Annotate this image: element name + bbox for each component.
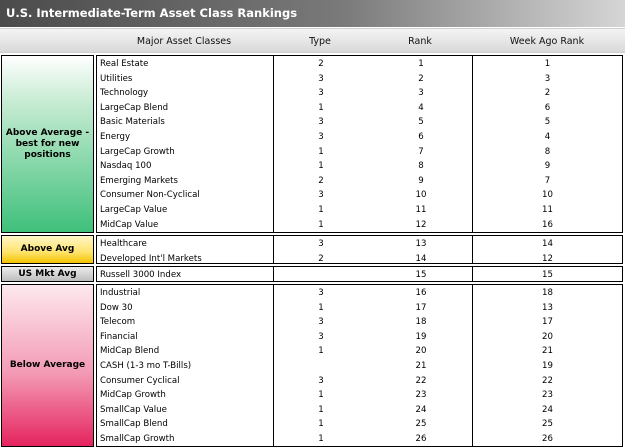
rank-value: 19 bbox=[415, 331, 427, 342]
table-row bbox=[97, 101, 622, 116]
week-ago-rank: 14 bbox=[542, 239, 553, 249]
week-ago-rank: 3 bbox=[544, 73, 551, 84]
asset-type: 1 bbox=[318, 219, 324, 230]
week-ago-rank: 12 bbox=[542, 253, 553, 264]
week-ago-rank: 9 bbox=[544, 161, 551, 172]
asset-type: 2 bbox=[318, 253, 324, 264]
week-ago-rank: 17 bbox=[542, 317, 553, 328]
asset-type: 3 bbox=[318, 288, 324, 298]
rank-value: 7 bbox=[418, 146, 424, 157]
week-ago-rank: 21 bbox=[542, 346, 553, 357]
week-ago-rank: 20 bbox=[542, 331, 553, 342]
asset-class-name: MidCap Blend bbox=[100, 346, 160, 357]
asset-class-name: Dow 30 bbox=[100, 302, 133, 313]
asset-class-name: Russell 3000 Index bbox=[100, 270, 182, 280]
asset-class-name: SmallCap Value bbox=[100, 404, 167, 415]
group-rows bbox=[96, 284, 623, 447]
asset-type: 3 bbox=[318, 117, 324, 128]
rank-value: 23 bbox=[415, 390, 427, 401]
week-ago-rank: 16 bbox=[542, 219, 553, 230]
rank-value: 13 bbox=[415, 239, 427, 249]
asset-class-name: SmallCap Blend bbox=[100, 419, 168, 430]
asset-type: 1 bbox=[318, 146, 324, 157]
asset-class-name: Basic Materials bbox=[100, 117, 165, 128]
week-ago-rank: 19 bbox=[542, 361, 553, 371]
table-row bbox=[97, 374, 622, 389]
asset-class-name: Energy bbox=[100, 132, 131, 142]
asset-type: 3 bbox=[318, 331, 324, 342]
group-rows bbox=[96, 235, 623, 264]
rank-value: 1 bbox=[418, 59, 424, 69]
asset-type: 2 bbox=[318, 59, 324, 69]
asset-class-name: Technology bbox=[100, 88, 149, 99]
week-ago-rank: 2 bbox=[544, 88, 551, 99]
asset-type: 3 bbox=[318, 317, 324, 328]
rank-value: 24 bbox=[415, 404, 427, 415]
asset-type: 1 bbox=[318, 205, 324, 215]
group-us-mkt-avg bbox=[0, 266, 623, 282]
table-row bbox=[97, 218, 622, 233]
page-title: U.S. Intermediate-Term Asset Class Rankings bbox=[0, 0, 625, 27]
table-row bbox=[97, 417, 622, 432]
asset-type: 1 bbox=[318, 390, 324, 401]
rank-value: 20 bbox=[415, 346, 427, 357]
rank-value: 15 bbox=[415, 270, 427, 280]
week-ago-rank: 15 bbox=[542, 270, 553, 280]
rank-value: 4 bbox=[418, 102, 424, 113]
asset-class-name: Consumer Cyclical bbox=[100, 375, 180, 386]
table-row bbox=[97, 388, 622, 403]
asset-type: 3 bbox=[318, 239, 324, 249]
asset-class-name: Real Estate bbox=[100, 59, 149, 69]
group-above-avg bbox=[0, 235, 623, 264]
week-ago-rank: 11 bbox=[542, 205, 553, 215]
rank-value: 25 bbox=[415, 419, 427, 430]
rank-value: 16 bbox=[415, 288, 427, 298]
group-label: US Mkt Avg bbox=[1, 266, 94, 282]
table-row bbox=[97, 403, 622, 418]
table-row bbox=[97, 286, 622, 301]
asset-type: 1 bbox=[318, 161, 324, 172]
table-row bbox=[97, 344, 622, 359]
table-row bbox=[97, 203, 622, 218]
rank-value: 6 bbox=[418, 132, 424, 142]
rank-value: 5 bbox=[418, 117, 424, 128]
table-row bbox=[97, 237, 622, 252]
rank-value: 2 bbox=[418, 73, 424, 84]
asset-type: 1 bbox=[318, 404, 324, 415]
rank-value: 9 bbox=[418, 175, 424, 186]
rank-value: 3 bbox=[418, 88, 424, 99]
asset-class-name: Industrial bbox=[100, 288, 141, 298]
group-below-average bbox=[0, 284, 623, 447]
group-above-average bbox=[0, 55, 623, 233]
asset-type: 3 bbox=[318, 73, 324, 84]
rank-value: 12 bbox=[415, 219, 427, 230]
rank-value: 26 bbox=[415, 434, 427, 444]
rank-value: 14 bbox=[415, 253, 427, 264]
table-row bbox=[97, 115, 622, 130]
asset-class-name: Financial bbox=[100, 331, 138, 342]
rank-value: 21 bbox=[415, 361, 427, 371]
table-row bbox=[97, 174, 622, 189]
group-rows bbox=[96, 266, 623, 282]
table-row bbox=[97, 301, 622, 316]
week-ago-rank: 7 bbox=[544, 175, 551, 186]
asset-type: 3 bbox=[318, 375, 324, 386]
table-row bbox=[97, 252, 622, 267]
group-label: Above Avg bbox=[1, 235, 94, 264]
week-ago-rank: 10 bbox=[542, 190, 553, 201]
asset-type: 3 bbox=[318, 190, 324, 201]
week-ago-rank: 5 bbox=[544, 117, 551, 128]
rank-value: 11 bbox=[415, 205, 427, 215]
group-label: Below Average bbox=[1, 284, 94, 447]
asset-class-name: Utilities bbox=[100, 73, 133, 84]
column-header-row bbox=[0, 28, 625, 53]
week-ago-rank: 22 bbox=[542, 375, 553, 386]
asset-type: 3 bbox=[318, 88, 324, 99]
asset-type: 1 bbox=[318, 302, 324, 313]
asset-class-name: Emerging Markets bbox=[100, 175, 178, 186]
table-row bbox=[97, 57, 622, 72]
rank-value: 17 bbox=[415, 302, 427, 313]
asset-class-name: Developed Int'l Markets bbox=[100, 253, 202, 264]
group-rows bbox=[96, 55, 623, 233]
asset-class-name: MidCap Growth bbox=[100, 390, 166, 401]
rank-value: 18 bbox=[415, 317, 427, 328]
col-header-week-ago: Week Ago Rank bbox=[509, 36, 585, 47]
table-row bbox=[97, 72, 622, 87]
asset-class-name: LargeCap Value bbox=[100, 205, 168, 215]
asset-class-name: CASH (1-3 mo T-Bills) bbox=[100, 361, 192, 371]
week-ago-rank: 1 bbox=[544, 59, 551, 69]
col-header-rank: Rank bbox=[408, 36, 432, 47]
asset-type: 1 bbox=[318, 102, 324, 113]
asset-class-name: Telecom bbox=[100, 317, 136, 328]
week-ago-rank: 6 bbox=[544, 102, 551, 113]
asset-type: 1 bbox=[318, 434, 324, 444]
table-row bbox=[97, 268, 622, 283]
week-ago-rank: 8 bbox=[544, 146, 551, 157]
week-ago-rank: 26 bbox=[542, 434, 553, 444]
table-row bbox=[97, 145, 622, 160]
col-header-type: Type bbox=[309, 36, 331, 47]
rank-value: 10 bbox=[415, 190, 427, 201]
table-row bbox=[97, 130, 622, 145]
week-ago-rank: 23 bbox=[542, 390, 553, 401]
table-row bbox=[97, 86, 622, 101]
asset-class-name: LargeCap Growth bbox=[100, 146, 175, 157]
rank-value: 8 bbox=[418, 161, 424, 172]
group-label: Above Average - best for new positions bbox=[1, 55, 94, 233]
table-row bbox=[97, 359, 622, 374]
asset-type: 1 bbox=[318, 346, 324, 357]
week-ago-rank: 4 bbox=[544, 132, 551, 142]
table-row bbox=[97, 330, 622, 345]
asset-type: 2 bbox=[318, 175, 324, 186]
asset-class-name: Healthcare bbox=[100, 239, 147, 249]
table-row bbox=[97, 159, 622, 174]
rank-value: 22 bbox=[415, 375, 427, 386]
col-header-class: Major Asset Classes bbox=[136, 36, 232, 47]
asset-class-name: LargeCap Blend bbox=[100, 102, 169, 113]
week-ago-rank: 18 bbox=[542, 288, 553, 298]
asset-class-name: SmallCap Growth bbox=[100, 434, 175, 444]
asset-class-name: Consumer Non-Cyclical bbox=[100, 190, 200, 201]
week-ago-rank: 24 bbox=[542, 404, 553, 415]
asset-type: 1 bbox=[318, 419, 324, 430]
week-ago-rank: 13 bbox=[542, 302, 553, 313]
asset-type: 3 bbox=[318, 132, 324, 142]
table-row bbox=[97, 188, 622, 203]
table-row bbox=[97, 432, 622, 447]
asset-class-name: MidCap Value bbox=[100, 219, 159, 230]
asset-class-name: Nasdaq 100 bbox=[100, 161, 152, 172]
week-ago-rank: 25 bbox=[542, 419, 553, 430]
table-row bbox=[97, 315, 622, 330]
